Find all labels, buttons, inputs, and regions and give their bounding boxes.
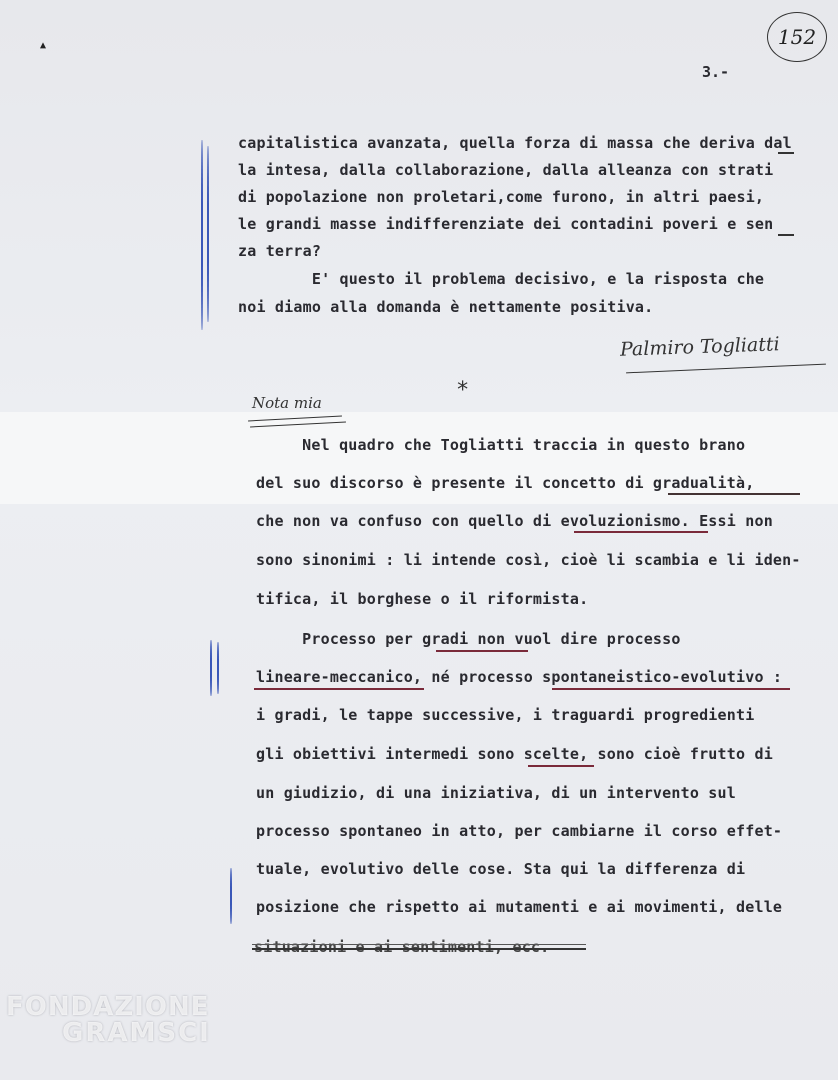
underline-spontaneistico [552, 688, 790, 690]
text-line: tifica, il borghese o il riformista. [256, 590, 589, 608]
underline-scelte [528, 765, 594, 767]
signature-underline [626, 364, 826, 374]
text-line: Processo per gradi non vuol dire processo [256, 630, 681, 648]
blue-margin-line [230, 868, 232, 924]
fondazione-gramsci-watermark [6, 992, 211, 1048]
paragraph-1 [238, 134, 792, 316]
note-label: Nota mia [252, 394, 322, 412]
underline-lineare-meccanico [254, 688, 424, 690]
text-line: Nel quadro che Togliatti traccia in questo brano [256, 436, 746, 454]
text-line: tuale, evolutivo delle cose. Sta qui la differenza di [256, 860, 746, 878]
struck-text: situazioni e ai sentimenti, ecc. [254, 938, 550, 956]
handwritten-signature: Palmiro Togliatti [619, 333, 780, 361]
text-line: E' questo il problema decisivo, e la risposta che [238, 270, 765, 288]
text-line: lineare-meccanico, né processo spontaneistico-evolutivo : [256, 668, 783, 686]
blue-margin-line [210, 640, 212, 696]
strike-through [252, 948, 586, 950]
text-line: sono sinonimi : li intende così, cioè li scambia e li iden- [256, 551, 801, 569]
corner-mark-icon: ▲ [40, 40, 47, 51]
text-line: noi diamo alla domanda è nettamente positiva. [238, 298, 654, 316]
paragraph-3 [256, 630, 783, 916]
text-line: processo spontaneo in atto, per cambiarne il corso effet- [256, 822, 783, 840]
text-line: capitalistica avanzata, quella forza di massa che deriva dal [238, 134, 792, 152]
text-line: che non va confuso con quello di evoluzionismo. Essi non [256, 512, 773, 530]
page-number: 3.- [702, 63, 730, 81]
blue-margin-line [207, 146, 209, 322]
underline-gradualita [668, 493, 800, 495]
text-line: le grandi masse indifferenziate dei contadini poveri e sen [238, 215, 774, 233]
paragraph-2 [256, 436, 801, 608]
underline-per-gradi [436, 650, 528, 652]
text-line: di popolazione non proletari,come furono, in altri paesi, [238, 188, 765, 206]
text-line: un giudizio, di una iniziativa, di un intervento sul [256, 784, 736, 802]
text-line: posizione che rispetto ai mutamenti e ai movimenti, delle [256, 898, 783, 916]
archive-number: 152 [767, 12, 827, 62]
text-line: gli obiettivi intermedi sono scelte, sono cioè frutto di [256, 745, 773, 763]
handwritten-underline [778, 152, 794, 154]
underline-evoluzionismo [574, 531, 708, 533]
strike-through [252, 944, 586, 945]
text-line: del suo discorso è presente il concetto di gradualità, [256, 474, 755, 492]
watermark-line-2: GRAMSCI [62, 1018, 211, 1048]
text-line: za terra? [238, 242, 322, 260]
asterisk-icon: * [456, 378, 470, 403]
text-line: la intesa, dalla collaborazione, dalla alleanza con strati [238, 161, 774, 179]
text-line: i gradi, le tappe successive, i traguardi progredienti [256, 706, 755, 724]
watermark-line-1: FONDAZIONE [6, 992, 210, 1022]
handwritten-underline [778, 234, 794, 236]
blue-margin-line [217, 642, 219, 694]
blue-margin-line [201, 140, 203, 330]
